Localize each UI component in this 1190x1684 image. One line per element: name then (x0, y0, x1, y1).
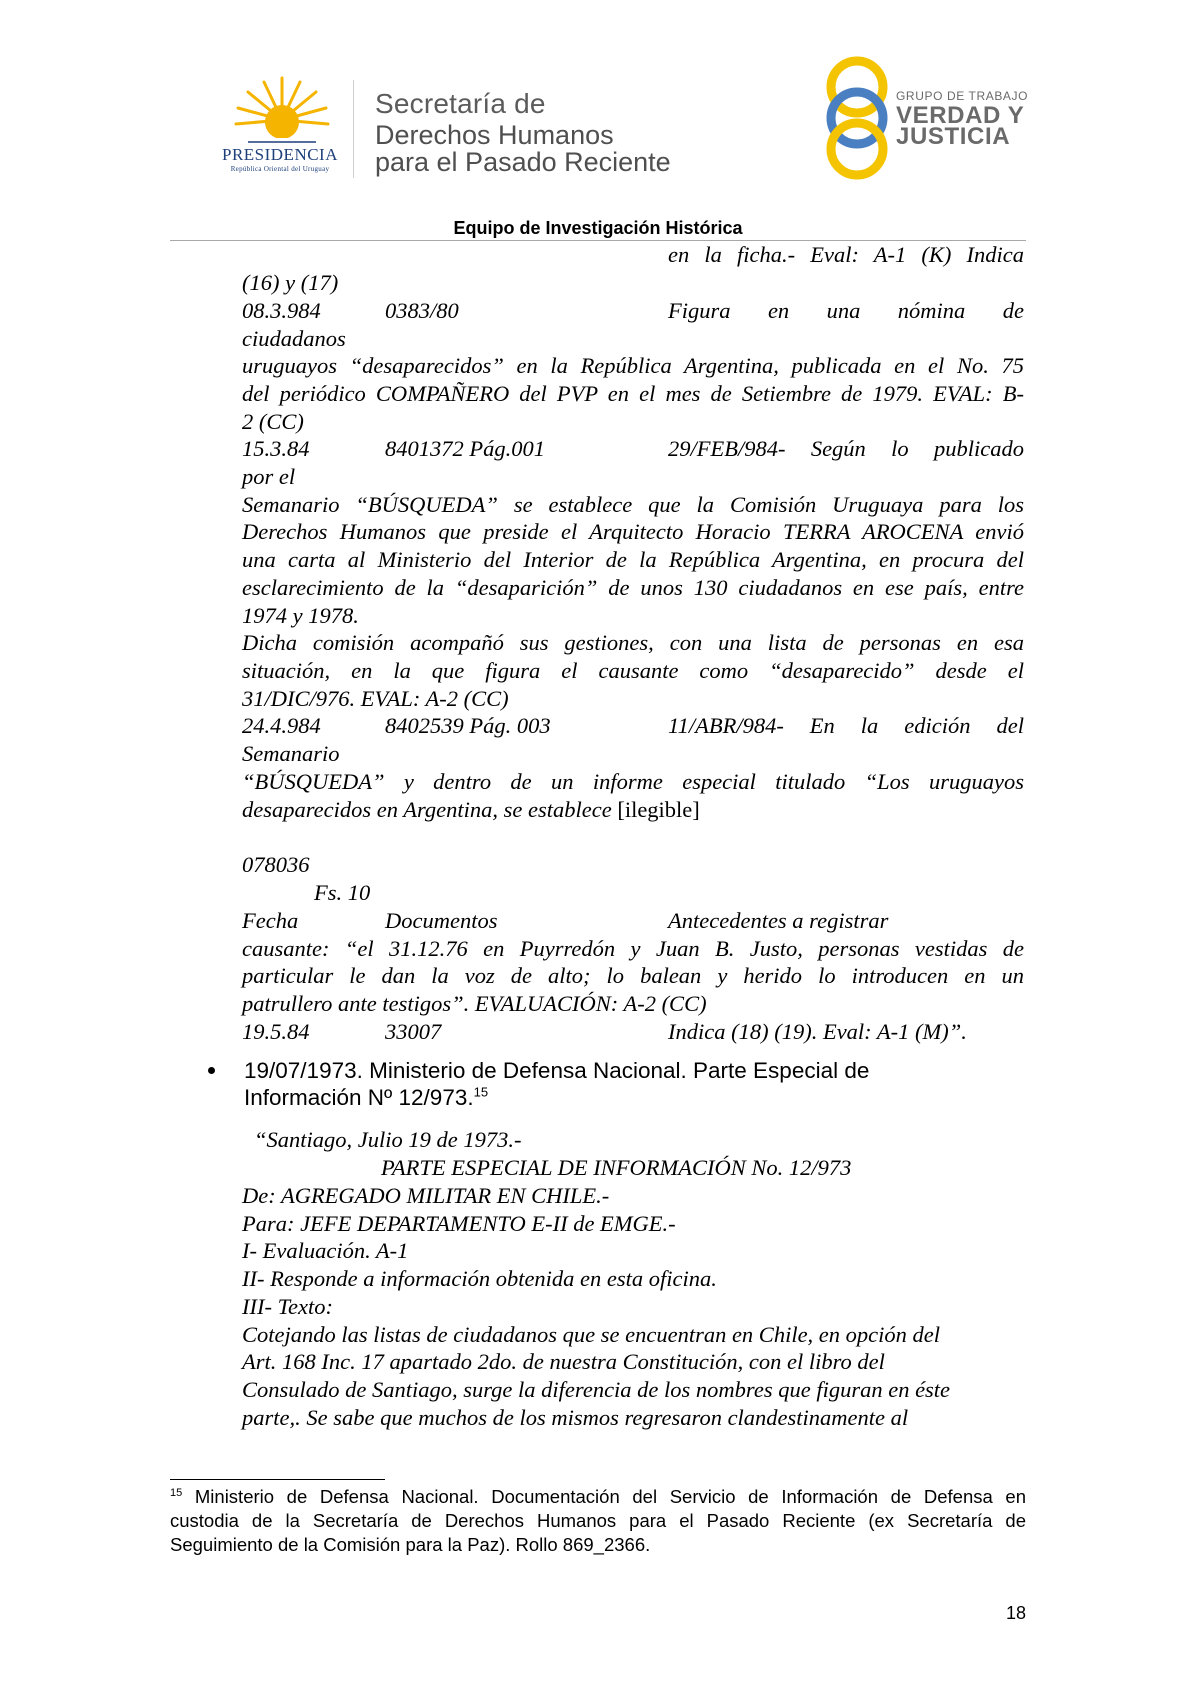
verdad-label: VERDAD Y (896, 102, 1025, 129)
record-document: 33007 (385, 1019, 442, 1044)
record-date: 24.4.984 (242, 713, 321, 738)
body-line: Dicha comisión acompañó sus gestiones, con una lista de personas en esa (242, 630, 1024, 655)
quote-line: III- Texto: (242, 1294, 334, 1319)
footnote-reference[interactable]: 15 (473, 1084, 489, 1100)
quote-line: Consulado de Santiago, surge la diferencia de los nombres que figuran en éste (242, 1377, 951, 1402)
body-line: ciudadanos (242, 326, 346, 351)
quote-line: PARTE ESPECIAL DE INFORMACIÓN No. 12/973 (381, 1155, 852, 1180)
footnote-line-1 (170, 1485, 1026, 1509)
page-number: 18 (1005, 1603, 1026, 1623)
grupo-trabajo-label: GRUPO DE TRABAJO (896, 89, 1029, 103)
justicia-label: JUSTICIA (896, 123, 1011, 150)
team-title: Equipo de Investigación Histórica (453, 218, 743, 238)
record-document: 8401372 Pág.001 (385, 436, 545, 461)
quote-line: parte,. Se sabe que muchos de los mismos regresaron clandestinamente al (242, 1405, 909, 1430)
footnote-line-3: Seguimiento de la Comisión para la Paz). Rollo 869_2366. (170, 1534, 651, 1555)
column-header-antecedentes: Antecedentes a registrar (668, 908, 889, 933)
column-header-fecha: Fecha (242, 908, 299, 933)
body-line: particular le dan la voz de alto; lo balean y herido lo introducen en un (242, 963, 1024, 988)
quote-line: II- Responde a información obtenida en esta oficina. (242, 1266, 717, 1291)
quote-line: “Santiago, Julio 19 de 1973.- (254, 1127, 522, 1152)
column-header-documentos: Documentos (385, 908, 498, 933)
presidencia-sun-logo (234, 76, 330, 146)
bullet-dot (208, 1067, 215, 1074)
quote-line: I- Evaluación. A-1 (242, 1238, 409, 1263)
body-line: 2 (CC) (242, 409, 304, 434)
footnote-text: Ministerio de Defensa Nacional. Documentación del Servicio de Información de Defensa en (182, 1486, 1026, 1507)
body-line: “BÚSQUEDA” y dentro de un informe especial titulado “Los uruguayos (242, 769, 1024, 794)
record-text: Figura en una nómina de (668, 298, 1024, 323)
presidencia-name: PRESIDENCIA (221, 145, 338, 164)
record-text: 11/ABR/984- En la edición del (668, 713, 1024, 738)
body-line: Semanario (242, 741, 340, 766)
quote-line: Cotejando las listas de ciudadanos que se encuentran en Chile, en opción del (242, 1322, 941, 1347)
record-text: Indica (18) (19). Eval: A-1 (M)”. (668, 1019, 967, 1044)
footnote-line-2: custodia de la Secretaría de Derechos Humanos para el Pasado Reciente (ex Secretaría de (170, 1510, 1026, 1531)
footnote-separator (170, 1479, 385, 1480)
quote-line: Para: JEFE DEPARTAMENTO E-II de EMGE.- (242, 1211, 676, 1236)
body-line: Derechos Humanos que preside el Arquitecto Horacio TERRA AROCENA envió (242, 519, 1024, 544)
logo-divider (353, 80, 354, 178)
body-line: (16) y (17) (242, 270, 339, 295)
body-line (242, 796, 700, 824)
body-line: en la ficha.- Eval: A-1 (K) Indica (668, 242, 1024, 267)
record-document: 8402539 Pág. 003 (385, 713, 551, 738)
record-document: 0383/80 (385, 298, 459, 323)
body-line: 1974 y 1978. (242, 603, 359, 628)
secretaria-line-1: Secretaría de (375, 88, 546, 119)
record-date: 15.3.84 (242, 436, 310, 461)
secretaria-line-3: para el Pasado Reciente (375, 147, 671, 177)
secretaria-line-2: Derechos Humanos (375, 120, 614, 150)
body-line: esclarecimiento de la “desaparición” de unos 130 ciudadanos en ese país, entre (242, 575, 1024, 600)
record-date: 08.3.984 (242, 298, 321, 323)
record-text: 29/FEB/984- Según lo publicado (668, 436, 1024, 461)
folio-number: 078036 (242, 852, 310, 877)
bullet-line-1: 19/07/1973. Ministerio de Defensa Nacional. Parte Especial de (244, 1058, 870, 1083)
bullet-line-2-text: Información Nº 12/973. (244, 1085, 474, 1110)
body-line: situación, en la que figura el causante como “desaparecido” desde el (242, 658, 1024, 683)
body-line: 31/DIC/976. EVAL: A-2 (CC) (242, 686, 509, 711)
body-line: patrullero ante testigos”. EVALUACIÓN: A-2 (CC) (242, 991, 707, 1016)
body-line: causante: “el 31.12.76 en Puyrredón y Juan B. Justo, personas vestidas de (242, 936, 1024, 961)
body-line: por el (242, 464, 296, 489)
quote-line: Art. 168 Inc. 17 apartado 2do. de nuestra Constitución, con el libro del (242, 1349, 885, 1374)
body-line: uruguayos “desaparecidos” en la República Argentina, publicada en el No. 75 (242, 353, 1024, 378)
page-header (0, 0, 1190, 245)
record-date: 19.5.84 (242, 1019, 310, 1044)
body-line-text: desaparecidos en Argentina, se establece (242, 797, 612, 822)
body-line: del periódico COMPAÑERO del PVP en el mes de Setiembre de 1979. EVAL: B- (242, 381, 1024, 406)
illegible-marker: [ilegible] (617, 797, 700, 822)
verdad-justicia-rings-logo (822, 56, 892, 180)
presidencia-subtitle: República Oriental del Uruguay (230, 165, 330, 173)
body-line: Semanario “BÚSQUEDA” se establece que la Comisión Uruguaya para los (242, 492, 1024, 517)
footnote-number: 15 (170, 1486, 183, 1499)
quote-line: De: AGREGADO MILITAR EN CHILE.- (242, 1183, 610, 1208)
body-line: una carta al Ministerio del Interior de la República Argentina, en procura del (242, 547, 1024, 572)
folio-page: Fs. 10 (314, 880, 371, 905)
bullet-line-2 (244, 1084, 488, 1112)
